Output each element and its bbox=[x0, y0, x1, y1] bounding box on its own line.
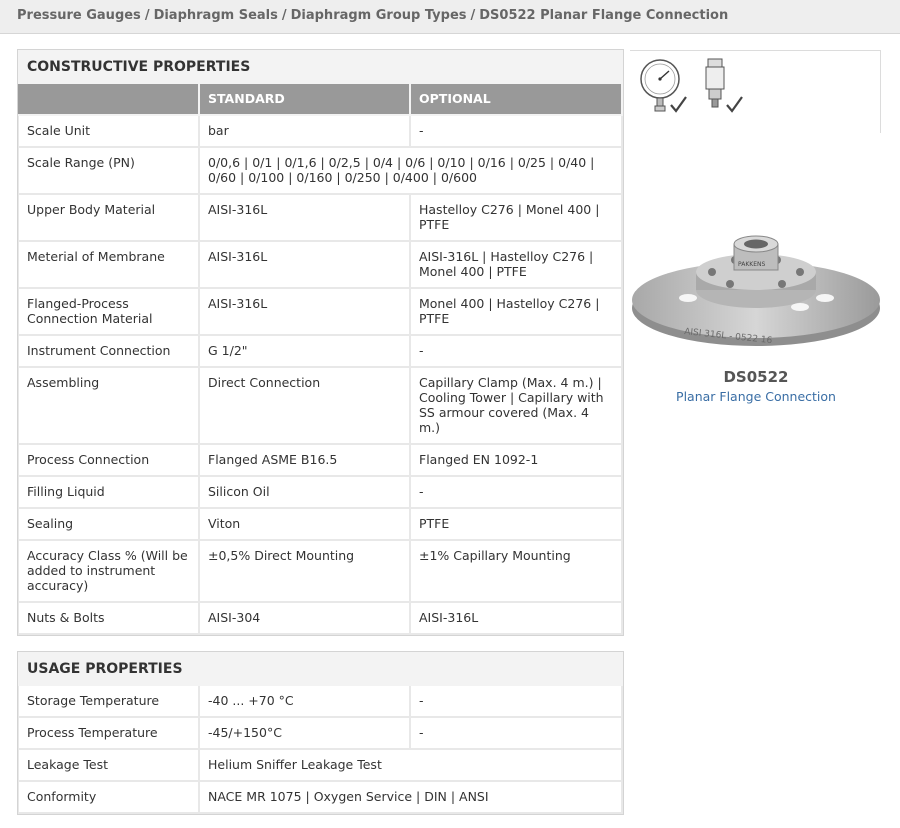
table-row bbox=[18, 603, 623, 635]
standard-value: Flanged ASME B16.5 bbox=[200, 445, 411, 477]
row-label: Scale Unit bbox=[18, 116, 200, 148]
constructive-properties-section bbox=[17, 49, 624, 636]
breadcrumb-trail bbox=[0, 0, 900, 32]
row-label: Process Temperature bbox=[18, 718, 200, 750]
table-row bbox=[18, 686, 623, 718]
standard-value: AISI-304 bbox=[200, 603, 411, 635]
table-row bbox=[18, 541, 623, 603]
checkmark-icon bbox=[671, 97, 686, 111]
product-name-link[interactable]: Planar Flange Connection bbox=[676, 389, 836, 404]
standard-value: AISI-316L bbox=[200, 242, 411, 289]
usage-properties-table bbox=[18, 686, 623, 814]
optional-value: ±1% Capillary Mounting bbox=[411, 541, 623, 603]
section-title: USAGE PROPERTIES bbox=[27, 661, 183, 677]
table-row bbox=[18, 718, 623, 750]
row-label: Assembling bbox=[18, 368, 200, 445]
standard-value: AISI-316L bbox=[200, 289, 411, 336]
table-row bbox=[18, 289, 623, 336]
row-value: NACE MR 1075 | Oxygen Service | DIN | ANSI bbox=[200, 782, 623, 814]
standard-value: Viton bbox=[200, 509, 411, 541]
row-label: Flanged-Process Connection Material bbox=[18, 289, 200, 336]
row-label: Sealing bbox=[18, 509, 200, 541]
table-row bbox=[18, 242, 623, 289]
table-row bbox=[18, 750, 623, 782]
row-label: Accuracy Class % (Will be added to instrument accuracy) bbox=[18, 541, 200, 603]
brand-engraving: PAKKENS bbox=[738, 261, 766, 268]
table-row bbox=[18, 148, 623, 195]
row-label: Process Connection bbox=[18, 445, 200, 477]
product-image bbox=[630, 230, 882, 365]
optional-value: Flanged EN 1092-1 bbox=[411, 445, 623, 477]
section-title: CONSTRUCTIVE PROPERTIES bbox=[27, 59, 251, 75]
optional-value: AISI-316L | Hastelloy C276 | Monel 400 | PTFE bbox=[411, 242, 623, 289]
row-label: Meterial of Membrane bbox=[18, 242, 200, 289]
breadcrumb-item[interactable]: DS0522 Planar Flange Connection bbox=[479, 8, 729, 23]
row-value: 0/0,6 | 0/1 | 0/1,6 | 0/2,5 | 0/4 | 0/6 | 0/10 | 0/16 | 0/25 | 0/40 | 0/60 | 0/100 | 0/160 | 0/250 | 0/400 | 0/600 bbox=[200, 148, 623, 195]
flange-engraving: AISI 316L - 0522 16 bbox=[683, 327, 773, 347]
product-code: DS0522 bbox=[723, 368, 789, 386]
checkmark-icon bbox=[727, 97, 742, 111]
table-row bbox=[18, 368, 623, 445]
breadcrumb-item[interactable]: Diaphragm Seals bbox=[153, 8, 278, 23]
table-row bbox=[18, 445, 623, 477]
table-row bbox=[18, 116, 623, 148]
breadcrumb-item[interactable]: Diaphragm Group Types bbox=[290, 8, 467, 23]
usage-properties-section bbox=[17, 651, 624, 815]
table-row bbox=[18, 477, 623, 509]
optional-value: Monel 400 | Hastelloy C276 | PTFE bbox=[411, 289, 623, 336]
row-label: Leakage Test bbox=[18, 750, 200, 782]
row-label: Upper Body Material bbox=[18, 195, 200, 242]
standard-value: Silicon Oil bbox=[200, 477, 411, 509]
breadcrumb bbox=[0, 0, 900, 34]
table-row bbox=[18, 509, 623, 541]
row-label: Instrument Connection bbox=[18, 336, 200, 368]
row-label: Filling Liquid bbox=[18, 477, 200, 509]
row-label: Scale Range (PN) bbox=[18, 148, 200, 195]
row-label: Storage Temperature bbox=[18, 686, 200, 718]
standard-value: Direct Connection bbox=[200, 368, 411, 445]
breadcrumb-separator: / bbox=[281, 8, 287, 23]
table-row bbox=[18, 782, 623, 814]
optional-value: AISI-316L bbox=[411, 603, 623, 635]
standard-value: G 1/2" bbox=[200, 336, 411, 368]
table-row bbox=[18, 336, 623, 368]
optional-value: Hastelloy C276 | Monel 400 | PTFE bbox=[411, 195, 623, 242]
compatibility-box bbox=[630, 50, 881, 133]
header-label bbox=[18, 84, 200, 116]
row-value: Helium Sniffer Leakage Test bbox=[200, 750, 623, 782]
row-label: Nuts & Bolts bbox=[18, 603, 200, 635]
breadcrumb-separator: / bbox=[144, 8, 150, 23]
optional-value: - bbox=[411, 477, 623, 509]
standard-value: AISI-316L bbox=[200, 195, 411, 242]
optional-value: Capillary Clamp (Max. 4 m.) | Cooling Tower | Capillary with SS armour covered (Max. 4 m.) bbox=[411, 368, 623, 445]
table-header-row bbox=[18, 84, 623, 116]
standard-value: ±0,5% Direct Mounting bbox=[200, 541, 411, 603]
optional-value: - bbox=[411, 116, 623, 148]
optional-value: - bbox=[411, 336, 623, 368]
row-label: Conformity bbox=[18, 782, 200, 814]
breadcrumb-item[interactable]: Pressure Gauges bbox=[17, 8, 141, 23]
header-optional: OPTIONAL bbox=[411, 84, 623, 116]
standard-value: -45/+150°C bbox=[200, 718, 411, 750]
optional-value: - bbox=[411, 718, 623, 750]
pressure-transmitter-icon bbox=[706, 59, 724, 107]
breadcrumb-separator: / bbox=[470, 8, 476, 23]
constructive-properties-table bbox=[18, 84, 623, 635]
standard-value: bar bbox=[200, 116, 411, 148]
header-standard: STANDARD bbox=[200, 84, 411, 116]
optional-value: PTFE bbox=[411, 509, 623, 541]
standard-value: -40 ... +70 °C bbox=[200, 686, 411, 718]
optional-value: - bbox=[411, 686, 623, 718]
table-row bbox=[18, 195, 623, 242]
pressure-gauge-icon bbox=[641, 60, 679, 111]
